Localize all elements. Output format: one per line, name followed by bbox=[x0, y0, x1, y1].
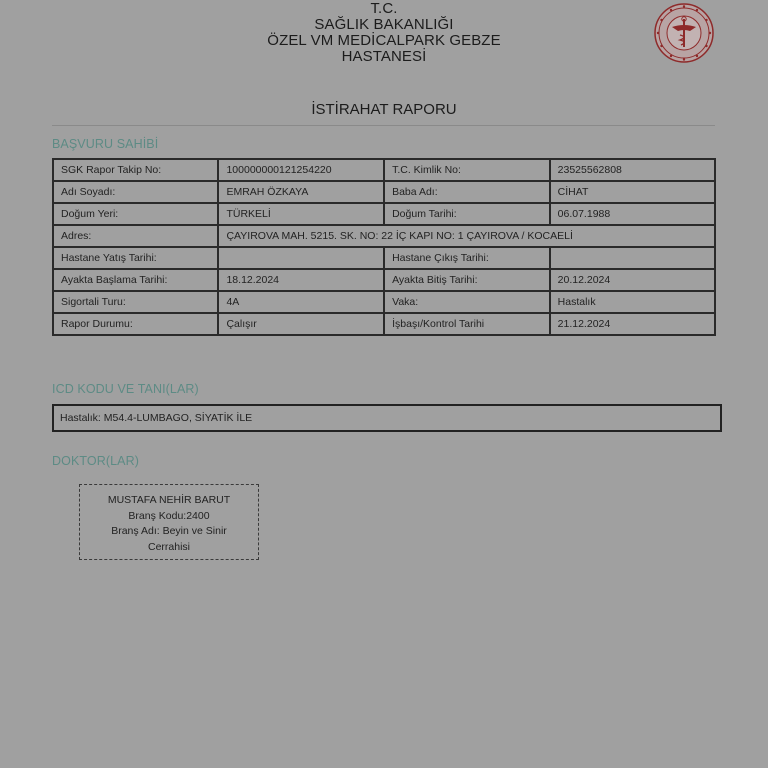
applicant-info-table bbox=[52, 158, 716, 336]
address-value: ÇAYIROVA MAH. 5215. SK. NO: 22 İÇ KAPI NO: 1 ÇAYIROVA / KOCAELİ bbox=[218, 225, 715, 247]
doctor-card bbox=[79, 484, 259, 560]
hospital-discharge-date-label: Hastane Çıkış Tarihi: bbox=[384, 247, 550, 269]
table-row bbox=[53, 269, 715, 291]
tc-id-value: 23525562808 bbox=[550, 159, 715, 181]
outpatient-end-date-label: Ayakta Bitiş Tarihi: bbox=[384, 269, 550, 291]
icd-diagnosis-box bbox=[52, 404, 722, 432]
doctor-name: MUSTAFA NEHİR BARUT bbox=[107, 494, 231, 506]
tc-id-label: T.C. Kimlik No: bbox=[384, 159, 550, 181]
report-status-label: Rapor Durumu: bbox=[53, 313, 218, 335]
table-row bbox=[53, 247, 715, 269]
table-row bbox=[53, 159, 715, 181]
sgk-report-no-label: SGK Rapor Takip No: bbox=[53, 159, 218, 181]
doctor-branch-name: Branş Adı: Beyin ve Sinir Cerrahisi bbox=[111, 525, 227, 553]
doctors-section-heading: DOKTOR(LAR) bbox=[52, 454, 139, 468]
birth-date-value: 06.07.1988 bbox=[550, 203, 715, 225]
applicant-section-heading: BAŞVURU SAHİBİ bbox=[52, 137, 159, 151]
return-to-work-date-value: 21.12.2024 bbox=[550, 313, 715, 335]
case-label: Vaka: bbox=[384, 291, 550, 313]
report-status-value: Çalışır bbox=[218, 313, 384, 335]
table-row bbox=[53, 203, 715, 225]
birth-place-label: Doğum Yeri: bbox=[53, 203, 218, 225]
sgk-report-no-value: 100000000121254220 bbox=[218, 159, 384, 181]
document-header bbox=[0, 1, 768, 65]
header-line-hospital-suffix: HASTANESİ bbox=[341, 48, 427, 65]
hospital-admission-date-value bbox=[218, 247, 384, 269]
table-row bbox=[53, 225, 715, 247]
ministry-of-health-seal-icon bbox=[654, 3, 714, 63]
birth-date-label: Doğum Tarihi: bbox=[384, 203, 550, 225]
return-to-work-date-label: İşbaşı/Kontrol Tarihi bbox=[384, 313, 550, 335]
father-name-value: CİHAT bbox=[550, 181, 715, 203]
outpatient-start-date-label: Ayakta Başlama Tarihi: bbox=[53, 269, 218, 291]
outpatient-start-date-value: 18.12.2024 bbox=[218, 269, 384, 291]
hospital-admission-date-label: Hastane Yatış Tarihi: bbox=[53, 247, 218, 269]
title-divider bbox=[52, 125, 715, 126]
outpatient-end-date-value: 20.12.2024 bbox=[550, 269, 715, 291]
insured-type-value: 4A bbox=[218, 291, 384, 313]
header-line-tc: T.C. bbox=[370, 0, 398, 17]
full-name-value: EMRAH ÖZKAYA bbox=[218, 181, 384, 203]
header-line-ministry: SAĞLIK BAKANLIĞI bbox=[314, 16, 454, 33]
birth-place-value: TÜRKELİ bbox=[218, 203, 384, 225]
table-row bbox=[53, 291, 715, 313]
header-line-hospital: ÖZEL VM MEDİCALPARK GEBZE bbox=[267, 32, 501, 49]
father-name-label: Baba Adı: bbox=[384, 181, 550, 203]
case-value: Hastalık bbox=[550, 291, 715, 313]
table-row bbox=[53, 181, 715, 203]
doctor-branch-code: Branş Kodu:2400 bbox=[128, 509, 210, 522]
hospital-discharge-date-value bbox=[550, 247, 715, 269]
full-name-label: Adı Soyadı: bbox=[53, 181, 218, 203]
insured-type-label: Sigortali Turu: bbox=[53, 291, 218, 313]
icd-section-heading: ICD KODU VE TANI(LAR) bbox=[52, 382, 199, 396]
table-row bbox=[53, 313, 715, 335]
icd-diagnosis-text: Hastalık: M54.4-LUMBAGO, SİYATİK İLE bbox=[60, 412, 253, 424]
document-title: İSTİRAHAT RAPORU bbox=[311, 101, 457, 118]
address-label: Adres: bbox=[53, 225, 218, 247]
